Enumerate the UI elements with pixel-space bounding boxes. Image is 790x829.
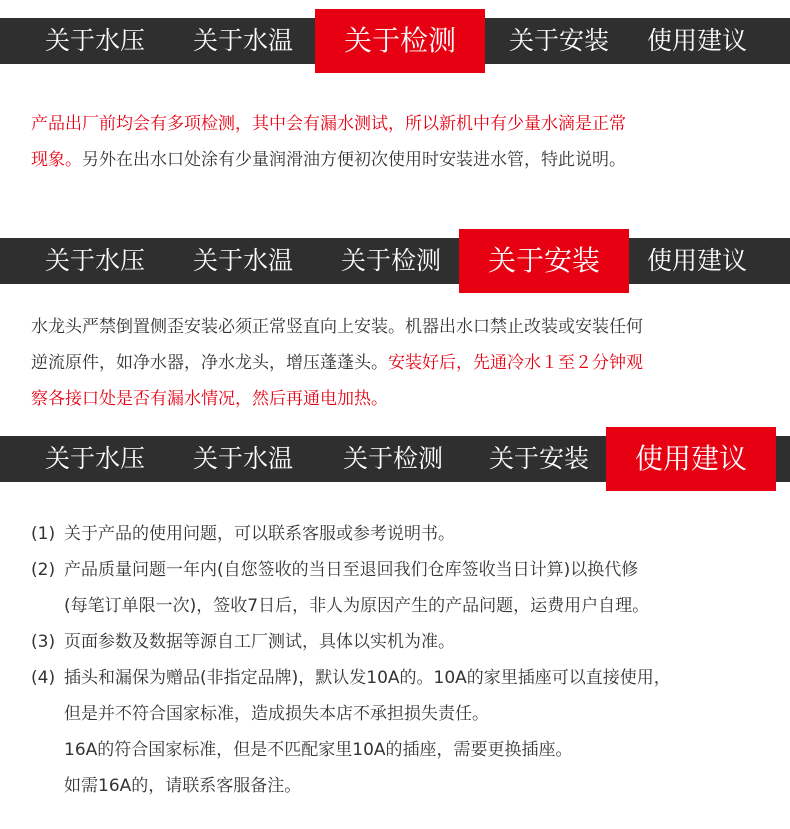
list-item-3 [31,624,455,660]
tab-inspection[interactable]: 关于检测 [342,444,443,473]
tab-usage-advice[interactable]: 使用建议 [606,427,776,491]
list-item-2 [31,552,638,588]
list-item-text: 页面参数及数据等源自工厂测试，具体以实机为准。 [64,632,455,652]
tab-installation[interactable]: 关于安装 [488,444,589,473]
tab-usage-advice[interactable]: 使用建议 [646,26,747,55]
tab-water-pressure[interactable]: 关于水压 [44,246,145,275]
installation-line-2: 逆流原件，如净水器，净水龙头，增压蓬蓬头。 [31,353,388,373]
list-item-number: (2) [31,560,56,580]
list-item-4-continued-3: 如需16A的，请联系客服备注。 [64,776,302,796]
list-item-2-continued: (每笔订单限一次)，签收7日后，非人为原因产生的产品问题，运费用户自理。 [64,596,650,616]
installation-line-2-red: 安装好后，先通冷水１至２分钟观 [388,353,643,373]
list-item-1 [31,516,455,552]
list-item-4-continued-2: 16A的符合国家标准，但是不匹配家里10A的插座，需要更换插座。 [64,740,573,760]
installation-line-1: 水龙头严禁倒置侧歪安装必须正常竖直向上安装。机器出水口禁止改装或安装任何 [31,317,643,337]
tab-water-pressure[interactable]: 关于水压 [44,26,145,55]
list-item-4-continued-1: 但是并不符合国家标准，造成损失本店不承担损失责任。 [64,704,489,724]
tabbar-1 [0,18,790,64]
tab-water-pressure[interactable]: 关于水压 [44,444,145,473]
list-item-text: 插头和漏保为赠品(非指定品牌)，默认发10A的。10A的家里插座可以直接使用， [64,668,671,688]
tab-water-temperature[interactable]: 关于水温 [192,246,293,275]
list-item-text: 关于产品的使用问题，可以联系客服或参考说明书。 [64,524,455,544]
inspection-text [31,106,761,178]
list-item-number: (4) [31,668,56,688]
tab-water-temperature[interactable]: 关于水温 [192,26,293,55]
tab-installation[interactable]: 关于安装 [459,229,629,293]
tabbar-2 [0,238,790,284]
inspection-text-red-2: 现象。 [31,150,82,170]
tab-inspection[interactable]: 关于检测 [340,246,441,275]
tab-usage-advice[interactable]: 使用建议 [646,246,747,275]
tab-inspection[interactable]: 关于检测 [315,9,485,73]
tab-water-temperature[interactable]: 关于水温 [192,444,293,473]
list-item-text: 产品质量问题一年内(自您签收的当日至退回我们仓库签收当日计算)以换代修 [64,560,639,580]
installation-text [31,309,761,417]
tabbar-3 [0,436,790,482]
list-item-4 [31,660,671,696]
tab-installation[interactable]: 关于安装 [508,26,609,55]
inspection-text-red: 产品出厂前均会有多项检测，其中会有漏水测试，所以新机中有少量水滴是正常 [31,114,626,134]
installation-line-3-red: 察各接口处是否有漏水情况，然后再通电加热。 [31,389,388,409]
list-item-number: (3) [31,632,56,652]
list-item-number: (1) [31,524,56,544]
inspection-text-normal: 另外在出水口处涂有少量润滑油方便初次使用时安装进水管，特此说明。 [82,150,626,170]
